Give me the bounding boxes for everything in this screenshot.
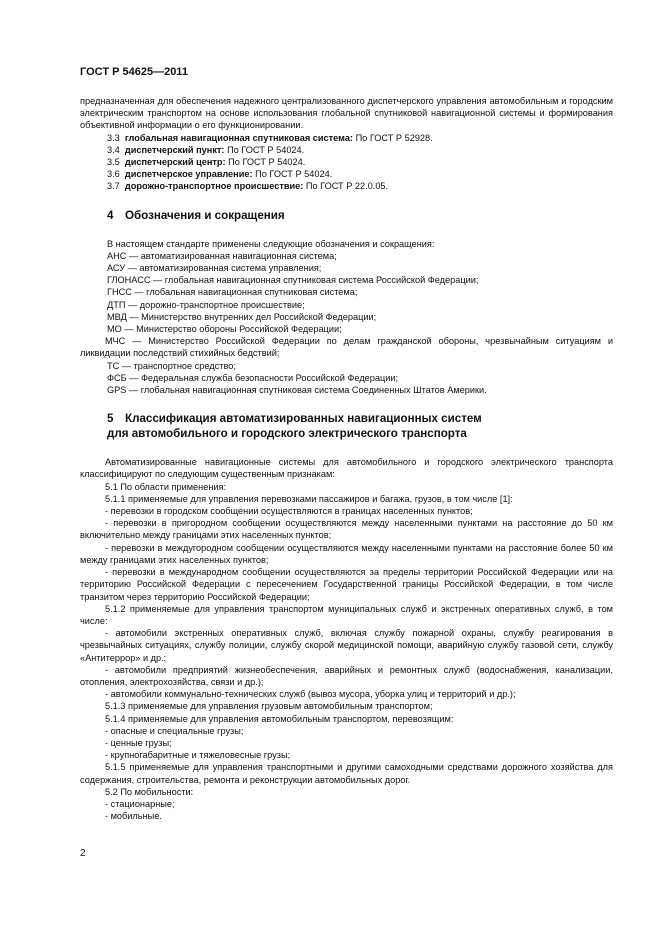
definition-item: 3.5 диспетчерский центр: По ГОСТ Р 54024. — [107, 157, 306, 168]
section-5-paragraph: 5.1.5 применяемые для управления транспортными и другими самоходными средствами дорожного хозяйства для содержания, строительства, ремонта и реконструкции автомобильных дорог. — [80, 762, 613, 785]
section-5-paragraph: Автоматизированные навигационные системы для автомобильного и городского электрического транспорта классифицируют по следующим существенным признакам: — [80, 457, 613, 480]
section-5-paragraph: - опасные и специальные грузы; — [105, 725, 244, 736]
section-5-paragraph: - крупногабаритные и тяжеловесные грузы; — [105, 750, 291, 761]
section-4-intro: В настоящем стандарте применены следующие обозначения и сокращения: — [107, 238, 435, 249]
abbreviation-item: АСУ — автоматизированная система управления; — [107, 263, 322, 274]
section-5-paragraph: 5.2 По мобильности: — [105, 786, 194, 797]
section-5-paragraph: - автомобили экстренных оперативных служб, включая службу пожарной охраны, службу реагирования в чрезвычайных ситуациях, службу полиции, службу скорой медицинской помощи, аварийную службу газовой сети, службу «Антитеррор» и др.; — [80, 628, 613, 663]
definition-item: 3.6 диспетчерское управление: По ГОСТ Р 54024. — [107, 169, 333, 180]
abbreviation-item: ГЛОНАСС — глобальная навигационная спутниковая система Российской Федерации; — [107, 275, 479, 286]
section-5-paragraph: 5.1.2 применяемые для управления транспортом муниципальных служб и экстренных оперативных служб, в том числе: — [80, 603, 613, 626]
definitions-list — [80, 132, 613, 193]
abbreviation-item: ГНСС — глобальная навигационная спутниковая система; — [107, 287, 358, 298]
abbreviation-item: МЧС — Министерство Российской Федерации по делам гражданской обороны, чрезвычайным ситуациям и ликвидации последствий стихийных бедствий; — [80, 336, 613, 359]
section-5-paragraph: - автомобили предприятий жизнеобеспечения, аварийных и ремонтных служб (водоснабжения, канализации, отопления, электрохозяйства, связи и др.); — [80, 664, 613, 687]
section-5-paragraph: - перевозки в международном сообщении осуществляются за пределы территории Российской Федерации или на территорию Российской Федерации с пересечением Государственной границы Российской Федерации, в том числе транзитом через территорию Российской Федерации; — [80, 567, 613, 602]
abbreviation-item: GPS — глобальная навигационная спутниковая система Соединенных Штатов Америки. — [107, 385, 487, 396]
section-5-paragraph: 5.1 По области применения: — [105, 481, 227, 492]
abbreviation-item: МО — Министерство обороны Российской Федерации; — [107, 324, 342, 335]
document-body — [80, 95, 613, 822]
section-5-paragraph: - ценные грузы; — [105, 737, 172, 748]
section-4-heading: 4 Обозначения и сокращения — [107, 208, 285, 222]
intro-paragraph: предназначенная для обеспечения надежного централизованного диспетчерского управления автомобильным и городским электрическим транспортом на основе использования глобальной спутниковой навигационной системы и формирования объективной информации о его функционировании. — [80, 96, 613, 131]
section-5-paragraph: 5.1.1 применяемые для управления перевозками пассажиров и багажа, грузов, в том числе [1]: — [105, 493, 513, 504]
definition-item: 3.4 диспетчерский пункт: По ГОСТ Р 54024. — [107, 144, 305, 155]
abbreviation-item: АНС — автоматизированная навигационная система; — [107, 250, 337, 261]
abbreviation-item: МВД — Министерство внутренних дел Российской Федерации; — [107, 311, 377, 322]
section-5-paragraph: - перевозки в пригородном сообщении осуществляются между населенными пунктами на расстояние до 50 км включительно между границами этих населенных пунктов; — [80, 518, 613, 541]
definition-item: 3.3 глобальная навигационная спутниковая система: По ГОСТ Р 52928. — [107, 132, 433, 143]
document-header: ГОСТ Р 54625—2011 — [80, 66, 188, 78]
section-5-paragraph: - стационарные; — [105, 798, 175, 809]
section-5-paragraph: - автомобили коммунально-технических служб (вывоз мусора, уборка улиц и территорий и др.); — [105, 689, 516, 700]
section-5-paragraph: 5.1.3 применяемые для управления грузовым автомобильным транспортом; — [105, 701, 433, 712]
section-5-paragraph: 5.1.4 применяемые для управления автомобильным транспортом, перевозящим: — [105, 713, 454, 724]
section-5-paragraph: - перевозки в городском сообщении осуществляются в границах населенных пунктов; — [105, 506, 473, 517]
section-5-paragraph: - перевозки в междугородном сообщении осуществляются между населенными пунктами на расстояние более 50 км между границами этих населенных пунктов; — [80, 542, 613, 565]
abbreviation-item: ФСБ — Федеральная служба безопасности Российской Федерации; — [107, 372, 399, 383]
abbreviation-item: ДТП — дорожно-транспортное происшествие; — [107, 299, 305, 310]
section-5-paragraph: - мобильные. — [105, 811, 162, 822]
abbreviation-item: ТС — транспортное средство; — [107, 360, 236, 371]
page-number: 2 — [80, 848, 86, 859]
definition-item: 3.7 дорожно-транспортное происшествие: По ГОСТ Р 22.0.05. — [107, 181, 389, 192]
section-5-heading: 5 Классификация автоматизированных навигационных систем для автомобильного и городского электрического транспорта — [107, 412, 482, 441]
